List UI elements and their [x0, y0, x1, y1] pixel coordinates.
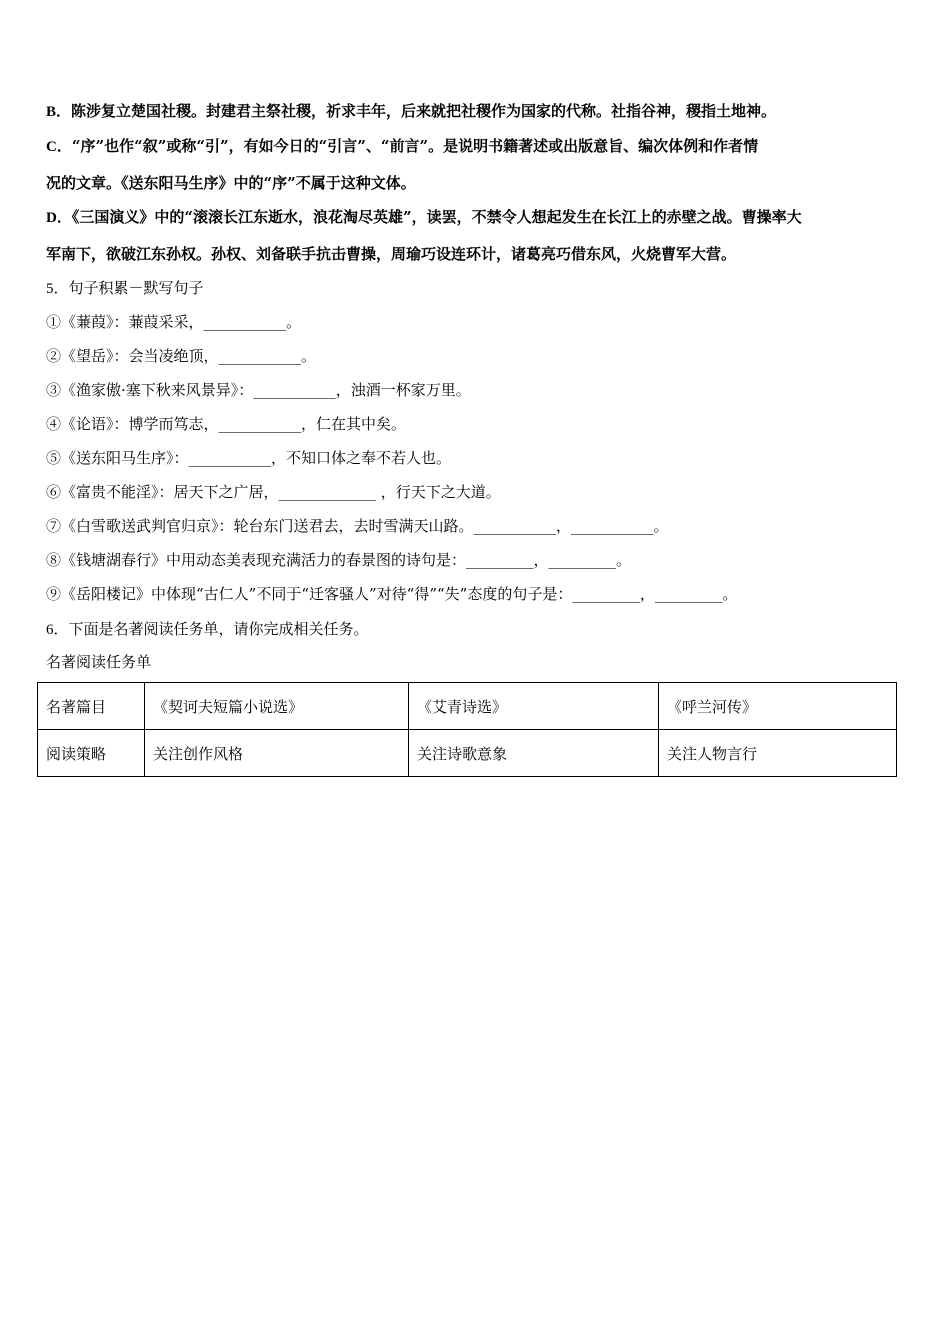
recitation-item: ③《渔家傲·塞下秋来风景异》：___________，浊酒一杯家万里。 [46, 381, 471, 399]
table-cell: 名著篇目 [38, 683, 145, 730]
option-d-text-1: 《三国演义》中的“滚滚长江东逝水，浪花淘尽英雄”，读罢，不禁令人想起发生在长江上的赤壁之战。曹操率大 [71, 208, 802, 226]
recitation-item: ⑨《岳阳楼记》中体现“古仁人”不同于“迁客骚人”对待“得”“失”态度的句子是：_________，_________。 [46, 585, 738, 603]
recitation-item: ④《论语》：博学而笃志，___________，仁在其中矣。 [46, 415, 407, 433]
table-row [38, 683, 897, 730]
option-b-text: 陈涉复立楚国社稷。封建君主祭社稷，祈求丰年，后来就把社稷作为国家的代称。社指谷神，稷指土地神。 [71, 102, 777, 120]
table-cell: 关注人物言行 [659, 730, 897, 777]
table-cell: 阅读策略 [38, 730, 145, 777]
recitation-item: ⑤《送东阳马生序》：___________，不知口体之奉不若人也。 [46, 449, 452, 467]
option-c-text-2: 况的文章。《送东阳马生序》中的“序”不属于这种文体。 [46, 174, 416, 192]
recitation-item: ①《蒹葭》：蒹葭采采，___________。 [46, 313, 302, 331]
question-6-title: 下面是名著阅读任务单，请你完成相关任务。 [68, 620, 369, 638]
recitation-item: ⑥《富贵不能淫》：居天下之广居，_____________ ，行天下之大道。 [46, 483, 501, 501]
recitation-item: ⑧《钱塘湖春行》中用动态美表现充满活力的春景图的诗句是：_________，_________。 [46, 551, 632, 569]
reading-table-title: 名著阅读任务单 [46, 653, 152, 671]
option-b [46, 101, 776, 122]
option-d-label: D． [46, 210, 72, 226]
option-c-text-1: “序”也作“叙”或称“引”，有如今日的“引言”、“前言”。是说明书籍著述或出版意旨、编次体例和作者情 [71, 137, 759, 155]
recitation-item: ②《望岳》：会当凌绝顶，___________。 [46, 347, 317, 365]
option-c-label: C． [46, 139, 72, 155]
table-cell: 《艾青诗选》 [409, 683, 659, 730]
question-5-title: 句子积累－默写句子 [68, 279, 204, 297]
table-cell: 《呼兰河传》 [659, 683, 897, 730]
table-cell: 关注创作风格 [145, 730, 409, 777]
option-c-line1 [46, 136, 758, 157]
question-6-heading [46, 619, 369, 640]
table-cell: 《契诃夫短篇小说选》 [145, 683, 409, 730]
question-5-number: 5． [46, 281, 69, 297]
option-d-text-2: 军南下，欲破江东孙权。孙权、刘备联手抗击曹操，周瑜巧设连环计，诸葛亮巧借东风，火烧曹军大营。 [46, 245, 737, 263]
table-row [38, 730, 897, 777]
recitation-item: ⑦《白雪歌送武判官归京》：轮台东门送君去，去时雪满天山路。___________，___________。 [46, 517, 669, 535]
reading-task-table [37, 682, 897, 777]
option-d-line1 [46, 207, 802, 228]
question-5-heading [46, 278, 204, 299]
option-b-label: B． [46, 104, 72, 120]
question-6-number: 6． [46, 622, 69, 638]
table-cell: 关注诗歌意象 [409, 730, 659, 777]
